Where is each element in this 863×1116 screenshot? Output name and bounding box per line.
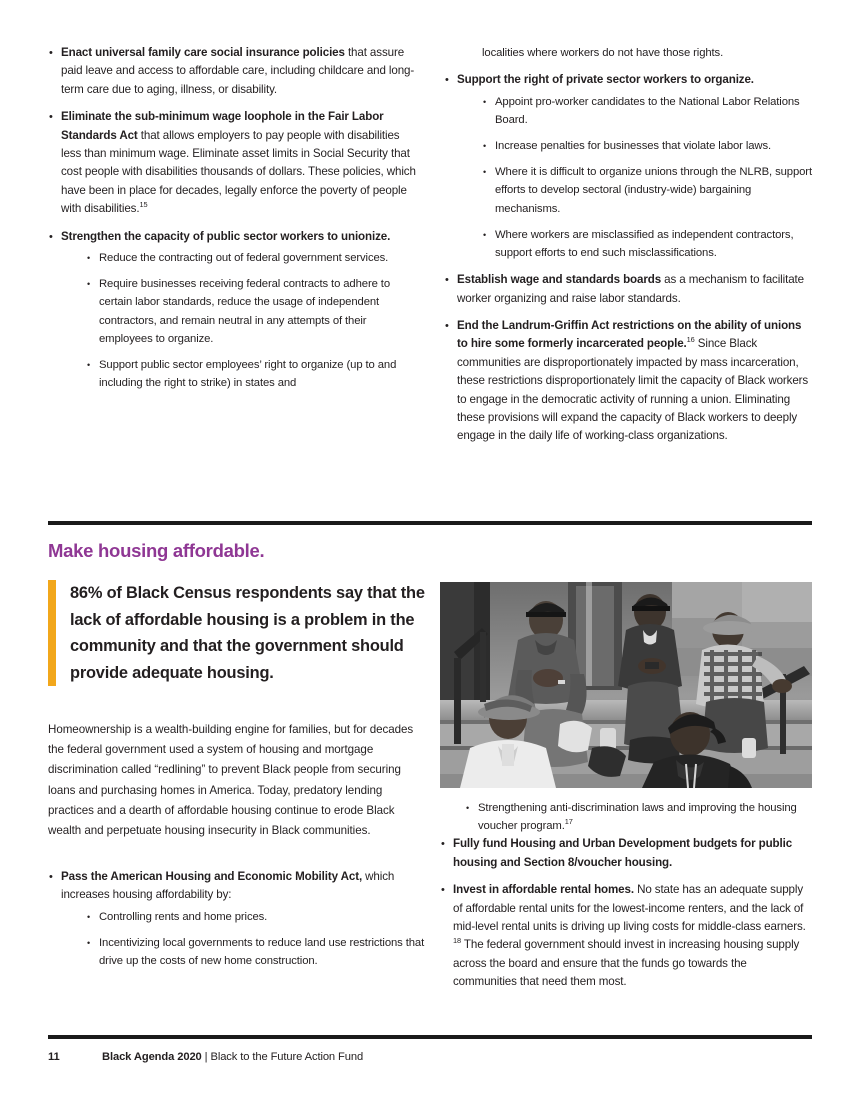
- pull-quote-accent-bar: [48, 580, 56, 686]
- right-column: [444, 44, 812, 455]
- list-item: [466, 799, 812, 835]
- list-item: • Require businesses receiving federal contracts to adhere to certain labor standards, reduce the usage of independent contractors, and remain neutral in any attempts of their employees to organize.: [87, 275, 416, 348]
- list-item: [444, 271, 812, 308]
- bullet-body-text: that allows employers to pay people with disabilities less than minimum wage. Eliminate asset limits in Social Security that cost people with disabilities thousands of dollars. These policies, which have been in place for decades, legally enforce the poverty of people with disabilities.: [61, 128, 416, 216]
- list-item: [48, 868, 426, 970]
- list-item: [48, 44, 416, 99]
- list-item: • Where it is difficult to organize unions through the NLRB, support efforts to develop sectoral (industry-wide) bargaining mechanisms.: [483, 163, 812, 218]
- bullet-lead-bold: Pass the American Housing and Economic Mobility Act,: [61, 870, 363, 883]
- sub-bullet-list: [61, 908, 426, 971]
- housing-left-bullets: [48, 868, 426, 979]
- bullet-lead-bold: Eliminate the sub-minimum wage loophole in the Fair Labor Standards Act: [61, 110, 384, 142]
- continued-text: localities where workers do not have those rights.: [482, 47, 724, 59]
- bullet-lead-bold: Fully fund Housing and Urban Development budgets for public housing and Section 8/voucher housing.: [453, 837, 793, 869]
- sub-bullet-text: Strengthening anti-discrimination laws and improving the housing voucher program.: [478, 802, 797, 833]
- footnote-marker[interactable]: 15: [139, 200, 148, 210]
- list-item: [48, 108, 416, 218]
- list-item: • Increase penalties for businesses that violate labor laws.: [483, 137, 812, 155]
- footer-divider-rule: [48, 1035, 812, 1039]
- bullet-body-text-a: No state has an adequate supply of affordable rental units for the lowest-income renters, and the lack of mid-level rental units is driving up living costs for middle-class earners.: [453, 883, 806, 934]
- list-item: • Support public sector employees’ right to organize (up to and including the right to strike) in states and: [87, 356, 416, 392]
- list-item: [440, 881, 812, 991]
- pull-quote-text: 86% of Black Census respondents say that the lack of affordable housing is a problem in the community and that the government should provide adequate housing.: [70, 584, 425, 682]
- footer-imprint-org: Black to the Future Action Fund: [210, 1051, 364, 1063]
- list-item: [444, 317, 812, 446]
- bullet-body-text-b: The federal government should invest in increasing housing supply across the board and ensure that the funds go towards the communities that need them most.: [453, 938, 800, 989]
- bullet-lead-bold: Invest in affordable rental homes.: [453, 883, 634, 897]
- list-item: • Where workers are misclassified as independent contractors, support efforts to end such misclassifications.: [483, 226, 812, 262]
- two-column-body: [48, 44, 812, 455]
- bullet-lead-bold: End the Landrum-Griffin Act restrictions on the ability of unions to hire some formerly incarcerated people.: [457, 319, 802, 351]
- sub-bullet-list: [61, 249, 416, 392]
- left-column: [48, 44, 416, 455]
- bullet-lead-bold: Establish wage and standards boards: [457, 273, 662, 287]
- footer-page-number: 11: [48, 1051, 60, 1063]
- list-item: • Appoint pro-worker candidates to the National Labor Relations Board.: [483, 93, 812, 129]
- list-item: [444, 71, 812, 262]
- bullet-lead-bold: Strengthen the capacity of public sector workers to unionize.: [61, 229, 391, 243]
- stoop-photograph-image: [440, 582, 812, 788]
- right-column-bullet-list: [444, 71, 812, 446]
- footer-separator: |: [204, 1051, 208, 1063]
- footnote-marker[interactable]: 17: [564, 817, 573, 827]
- section-divider-rule-top: [48, 521, 812, 525]
- sub-bullet-list-continued: [440, 799, 812, 835]
- footnote-marker[interactable]: 18: [453, 936, 461, 946]
- left-column-bullet-list: [48, 44, 416, 392]
- stoop-photograph: [440, 582, 812, 788]
- pull-quote: [48, 580, 426, 686]
- bullet-body-text: as a mechanism to facilitate worker organizing and raise labor standards.: [457, 273, 804, 305]
- list-item: [440, 835, 812, 872]
- bullet-list: [48, 868, 426, 970]
- page-footer: [48, 1051, 812, 1063]
- footer-imprint-title: Black Agenda 2020: [102, 1051, 202, 1063]
- list-item: • Reduce the contracting out of federal government services.: [87, 249, 416, 267]
- bullet-lead-bold: Enact universal family care social insurance policies: [61, 46, 345, 59]
- list-item: [48, 228, 416, 393]
- sub-bullet-list: [457, 93, 812, 263]
- bullet-body-text: which increases housing affordability by:: [61, 870, 395, 902]
- bullet-body-text: that assure paid leave and access to affordable care, including childcare and long-term care due to aging, illness, or disability.: [61, 46, 415, 96]
- bullet-list: [440, 835, 812, 991]
- section-heading-make-housing-affordable: Make housing affordable.: [48, 540, 265, 561]
- list-item: • Incentivizing local governments to reduce land use restrictions that drive up the costs of new home construction.: [87, 934, 426, 970]
- bullet-body-text: Since Black communities are disproportionately impacted by mass incarceration, these restrictions disproportionately limit the capacity of Black workers to engage in the democratic activity of running a union. Eliminating these provisions will expand the capacity of Black workers to deeply engage in the daily life of working-class organizations.: [457, 337, 809, 443]
- list-item: • Controlling rents and home prices.: [87, 908, 426, 926]
- housing-body-paragraph: Homeownership is a wealth-building engine for families, but for decades the federal government used a system of housing and mortgage discrimination called “redlining” to prevent Black people from securing loans and purchasing homes in America. Today, predatory lending practices and a dearth of affordable housing continue to erode Black wealth and perpetuate housing insecurity in Black communities.: [48, 723, 414, 838]
- housing-right-bullets: [440, 796, 812, 1001]
- footnote-marker[interactable]: 16: [686, 335, 695, 345]
- bullet-lead-bold: Support the right of private sector workers to organize.: [457, 73, 754, 87]
